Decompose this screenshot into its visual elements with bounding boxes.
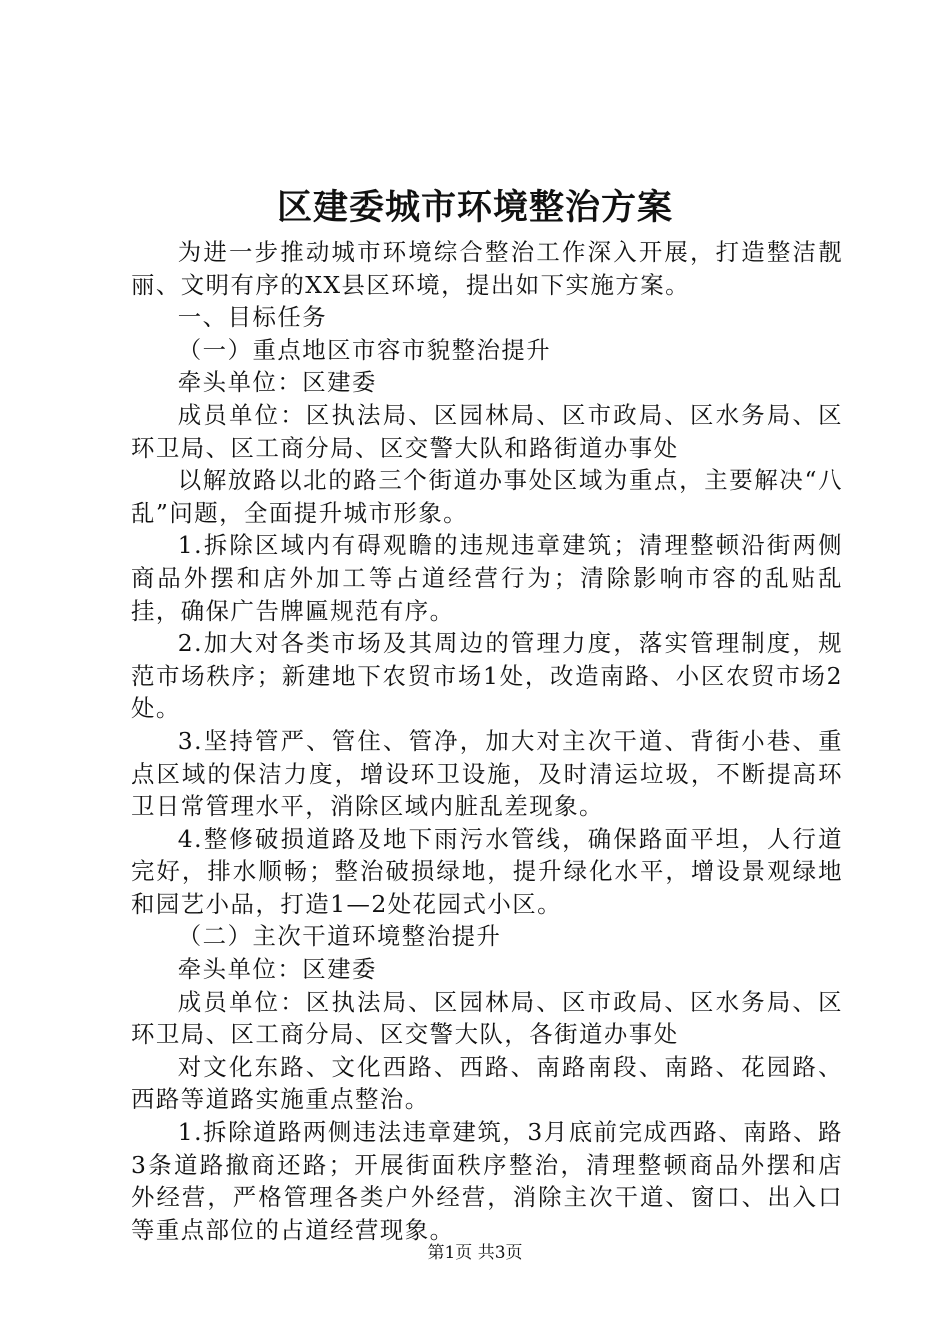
subsection-heading-1: （一）重点地区市容市貌整治提升 — [177, 335, 552, 364]
list-item-1-2: 2.加大对各类市场及其周边的管理力度，落实管理制度，规范市场秩序；新建地下农贸市场1处，改造南路、小区农贸市场2处。 — [131, 629, 843, 723]
paragraph-intro: 为进一步推动城市环境综合整治工作深入开展，打造整洁靓丽、文明有序的XX县区环境，提出如下实施方案。 — [131, 238, 843, 299]
page-footer: 第1页 共3页 — [427, 1243, 523, 1263]
paragraph-focus-1: 以解放路以北的路三个街道办事处区域为重点，主要解决“八乱”问题，全面提升城市形象。 — [131, 466, 843, 527]
list-item-2-1: 1.拆除道路两侧违法违章建筑，3月底前完成西路、南路、路3条道路撤商还路；开展街面秩序整治，清理整顿商品外摆和店外经营，严格管理各类户外经营，消除主次干道、窗口、出入口等重点部位的占道经营现象。 — [131, 1118, 843, 1244]
subsection-heading-2: （二）主次干道环境整治提升 — [177, 922, 502, 951]
list-item-1-4: 4.整修破损道路及地下雨污水管线，确保路面平坦，人行道完好，排水顺畅；整治破损绿地，提升绿化水平，增设景观绿地和园艺小品，打造1—2处花园式小区。 — [131, 824, 843, 918]
member-units-1: 成员单位：区执法局、区园林局、区市政局、区水务局、区环卫局、区工商分局、区交警大队和路街道办事处 — [131, 400, 843, 462]
member-units-2: 成员单位：区执法局、区园林局、区市政局、区水务局、区环卫局、区工商分局、区交警大队，各街道办事处 — [131, 987, 843, 1049]
paragraph-focus-2: 对文化东路、文化西路、西路、南路南段、南路、花园路、西路等道路实施重点整治。 — [131, 1052, 843, 1114]
section-heading-goals: 一、目标任务 — [177, 303, 328, 332]
document-body — [131, 236, 843, 1246]
lead-unit-1: 牵头单位：区建委 — [177, 368, 377, 397]
lead-unit-2: 牵头单位：区建委 — [177, 955, 377, 984]
list-item-1-1: 1.拆除区域内有碍观瞻的违规违章建筑；清理整顿沿街两侧商品外摆和店外加工等占道经营行为；清除影响市容的乱贴乱挂，确保广告牌匾规范有序。 — [131, 531, 843, 625]
list-item-1-3: 3.坚持管严、管住、管净，加大对主次干道、背街小巷、重点区域的保洁力度，增设环卫设施，及时清运垃圾，不断提高环卫日常管理水平，消除区域内脏乱差现象。 — [131, 726, 843, 821]
document-title: 区建委城市环境整治方案 — [276, 187, 673, 228]
